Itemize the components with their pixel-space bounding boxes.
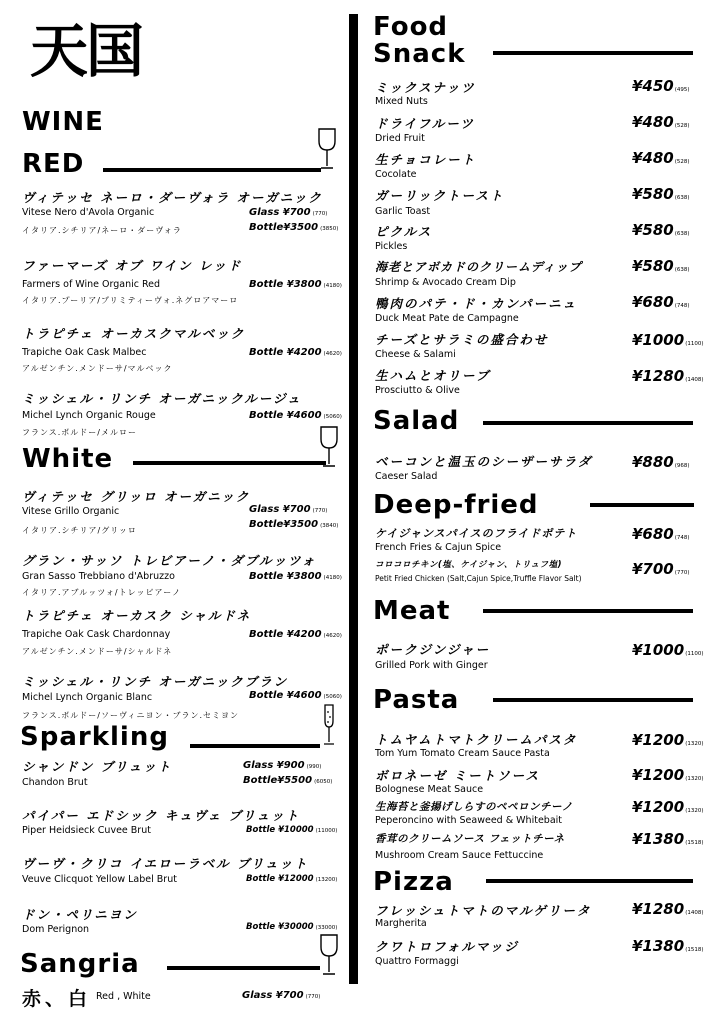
item-price: Glass ¥900 (990) xyxy=(243,760,322,771)
item-jp-name: トラピチェ オーカスクマルベック xyxy=(22,326,246,341)
item-origin: イタリア.プーリア/プリミティーヴォ.ネグロアマーロ xyxy=(22,296,239,305)
item-jp-name: グラン・サッソ トレビアーノ・ダブルッツォ xyxy=(22,553,317,568)
item-price: ¥480(528) xyxy=(632,149,690,167)
item-en-name: Margherita xyxy=(375,918,427,929)
item-en-name: Mixed Nuts xyxy=(375,96,428,107)
deepfried-rule xyxy=(590,503,694,507)
item-price: ¥1200(1320) xyxy=(632,798,704,816)
item-jp-name: チーズとサラミの盛合わせ xyxy=(375,332,549,347)
item-en-name: Duck Meat Pate de Campagne xyxy=(375,313,519,324)
item-jp-name: ドン・ペリニヨン xyxy=(22,907,138,922)
item-jp-name: ヴーヴ・クリコ イエローラベル ブリュット xyxy=(22,856,309,871)
item-en-name: Trapiche Oak Cask Chardonnay xyxy=(22,629,171,640)
item-jp-name: 鴨肉のパテ・ド・カンパーニュ xyxy=(375,296,578,311)
item-en-name: Petit Fried Chicken (Salt,Cajun Spice,Truffle Flavor Salt) xyxy=(375,574,582,583)
deepfried-section-title: Deep-fried xyxy=(373,490,539,520)
item-en-name: Peperoncino with Seaweed & Whitebait xyxy=(375,815,563,826)
item-origin: アルゼンチン.メンドーサ/マルベック xyxy=(22,364,173,373)
item-jp-name: ミッシェル・リンチ オーガニックブラン xyxy=(22,674,289,689)
item-price: Bottle¥3500 (3840) xyxy=(249,519,339,530)
salad-rule xyxy=(483,421,693,425)
item-jp-name: 生チョコレート xyxy=(375,152,477,167)
item-jp-name: 生海苔と釜揚げしらすのペペロンチーノ xyxy=(375,801,573,813)
sangria-price: Glass ¥700 (770) xyxy=(242,990,321,1001)
champagne-glass-icon xyxy=(318,704,340,746)
item-jp-name: トムヤムトマトクリームパスタ xyxy=(375,732,578,747)
item-jp-name: ボロネーゼ ミートソース xyxy=(375,768,540,783)
sangria-rule xyxy=(167,966,320,970)
item-en-name: Dried Fruit xyxy=(375,133,425,144)
item-en-name: Tom Yum Tomato Cream Sauce Pasta xyxy=(375,748,550,759)
item-jp-name: ベーコンと温玉のシーザーサラダ xyxy=(375,454,593,469)
item-en-name: Quattro Formaggi xyxy=(375,956,459,967)
item-price: Bottle ¥12000 (13200) xyxy=(246,874,338,884)
item-en-name: Michel Lynch Organic Blanc xyxy=(22,692,153,703)
item-price: ¥1200(1320) xyxy=(632,731,704,749)
food-title: Food xyxy=(373,12,449,42)
white-rule xyxy=(133,461,326,465)
item-price: ¥1200(1320) xyxy=(632,766,704,784)
item-origin: イタリア.アブルッツォ/トレッビアーノ xyxy=(22,588,182,597)
item-en-name: Vitese Nero d'Avola Organic xyxy=(22,207,155,218)
item-jp-name: ミックスナッツ xyxy=(375,80,476,95)
item-jp-name: コロコロチキン(塩、ケイジャン、トリュフ塩) xyxy=(375,560,562,570)
item-price: Bottle ¥4600 (5060) xyxy=(249,410,342,421)
item-origin: フランス.ボルドー/メルロー xyxy=(22,428,137,437)
item-price: ¥480(528) xyxy=(632,113,690,131)
pizza-section-title: Pizza xyxy=(373,867,454,897)
item-price: Glass ¥700 (770) xyxy=(249,207,328,218)
item-price: ¥1280(1408) xyxy=(632,900,704,918)
item-jp-name: ヴィテッセ ネーロ・ダーヴォラ オーガニック xyxy=(22,190,323,205)
item-jp-name: ガーリックトースト xyxy=(375,188,505,203)
item-en-name: Cheese & Salami xyxy=(375,349,456,360)
item-en-name: Piper Heidsieck Cuvee Brut xyxy=(22,825,151,836)
item-jp-name: ドライフルーツ xyxy=(375,116,475,131)
item-en-name: Farmers of Wine Organic Red xyxy=(22,279,161,290)
item-en-name: Prosciutto & Olive xyxy=(375,385,460,396)
item-price: Bottle¥3500 (3850) xyxy=(249,222,339,233)
salad-section-title: Salad xyxy=(373,406,460,436)
meat-rule xyxy=(483,609,693,613)
sparkling-rule xyxy=(190,744,320,748)
item-origin: イタリア.シチリア/グリッロ xyxy=(22,526,137,535)
red-rule xyxy=(103,168,321,172)
item-price: Bottle ¥30000 (33000) xyxy=(246,922,338,932)
wine-glass-icon xyxy=(318,934,340,976)
meat-section-title: Meat xyxy=(373,596,451,626)
item-jp-name: 生ハムとオリーブ xyxy=(375,368,491,383)
item-en-name: Chandon Brut xyxy=(22,777,88,788)
column-divider xyxy=(349,14,358,984)
item-jp-name: ケイジャンスパイスのフライドポテト xyxy=(375,527,578,540)
item-en-name: Bolognese Meat Sauce xyxy=(375,784,484,795)
item-en-name: Garlic Toast xyxy=(375,206,431,217)
white-section-title: White xyxy=(22,444,114,474)
pasta-rule xyxy=(493,698,693,702)
item-jp-name: トラピチェ オーカスク シャルドネ xyxy=(22,608,252,623)
item-price: Bottle ¥3800 (4180) xyxy=(249,279,342,290)
item-jp-name: ポークジンジャー xyxy=(375,642,491,657)
sparkling-section-title: Sparkling xyxy=(20,722,169,752)
item-jp-name: 香茸のクリームソース フェットチーネ xyxy=(375,833,565,845)
item-price: Glass ¥700 (770) xyxy=(249,504,328,515)
item-jp-name: 海老とアボカドのクリームディップ xyxy=(375,260,582,274)
item-price: ¥880(968) xyxy=(632,453,690,471)
item-en-name: Caeser Salad xyxy=(375,471,438,482)
item-price: ¥580(638) xyxy=(632,185,690,203)
item-jp-name: クワトロフォルマッジ xyxy=(375,939,519,954)
item-origin: イタリア.シチリア/ネーロ・ダーヴォラ xyxy=(22,226,182,235)
item-en-name: Gran Sasso Trebbiano d'Abruzzo xyxy=(22,571,175,582)
item-price: Bottle ¥3800 (4180) xyxy=(249,571,342,582)
item-jp-name: ミッシェル・リンチ オーガニックルージュ xyxy=(22,391,302,406)
item-price: ¥1280(1408) xyxy=(632,367,704,385)
item-price: ¥580(638) xyxy=(632,221,690,239)
item-jp-name: フレッシュトマトのマルゲリータ xyxy=(375,903,592,918)
item-price: ¥450(495) xyxy=(632,77,690,95)
item-price: Bottle ¥4600 (5060) xyxy=(249,690,342,701)
item-en-name: Grilled Pork with Ginger xyxy=(375,660,488,671)
item-en-name: Vitese Grillo Organic xyxy=(22,506,120,517)
item-en-name: Veuve Clicquot Yellow Label Brut xyxy=(22,874,177,885)
item-en-name: Shrimp & Avocado Cream Dip xyxy=(375,277,516,288)
item-price: ¥700(770) xyxy=(632,560,690,578)
item-en-name: Trapiche Oak Cask Malbec xyxy=(22,347,147,358)
pasta-section-title: Pasta xyxy=(373,685,460,715)
snack-rule xyxy=(493,51,693,55)
item-price: ¥680(748) xyxy=(632,525,690,543)
item-price: Bottle ¥4200 (4620) xyxy=(249,347,342,358)
item-en-name: Mushroom Cream Sauce Fettuccine xyxy=(375,850,544,861)
wine-glass-icon xyxy=(316,128,338,170)
pizza-rule xyxy=(486,879,693,883)
sangria-jp: 赤、白 xyxy=(22,988,92,1010)
sangria-section-title: Sangria xyxy=(20,949,140,979)
item-origin: アルゼンチン.メンドーサ/シャルドネ xyxy=(22,647,173,656)
item-jp-name: シャンドン ブリュット xyxy=(22,759,173,774)
item-price: Bottle ¥10000 (11000) xyxy=(246,825,338,835)
item-jp-name: ファーマーズ オブ ワイン レッド xyxy=(22,258,243,273)
item-price: ¥680(748) xyxy=(632,293,690,311)
item-en-name: Pickles xyxy=(375,241,408,252)
item-price: Bottle¥5500 (6050) xyxy=(243,775,333,786)
wine-title: WINE xyxy=(22,107,104,137)
item-origin: フランス.ボルドー/ソーヴィニヨン・ブラン.セミヨン xyxy=(22,711,240,720)
item-en-name: French Fries & Cajun Spice xyxy=(375,542,502,553)
item-en-name: Dom Perignon xyxy=(22,924,90,935)
item-en-name: Michel Lynch Organic Rouge xyxy=(22,410,156,421)
item-jp-name: パイパー エドシック キュヴェ ブリュット xyxy=(22,808,301,823)
item-en-name: Cocolate xyxy=(375,169,417,180)
red-section-title: RED xyxy=(22,149,85,179)
item-price: ¥1380(1518) xyxy=(632,830,704,848)
item-jp-name: ピクルス xyxy=(375,224,433,239)
item-price: Bottle ¥4200 (4620) xyxy=(249,629,342,640)
item-price: ¥1380(1518) xyxy=(632,937,704,955)
logo: 天国 xyxy=(30,17,143,85)
snack-section-title: Snack xyxy=(373,39,466,69)
item-price: ¥1000(1100) xyxy=(632,641,704,659)
item-price: ¥1000(1100) xyxy=(632,331,704,349)
sangria-en: Red , White xyxy=(96,991,151,1002)
item-price: ¥580(638) xyxy=(632,257,690,275)
item-jp-name: ヴィテッセ グリッロ オーガニック xyxy=(22,489,251,504)
wine-glass-icon xyxy=(318,426,340,468)
